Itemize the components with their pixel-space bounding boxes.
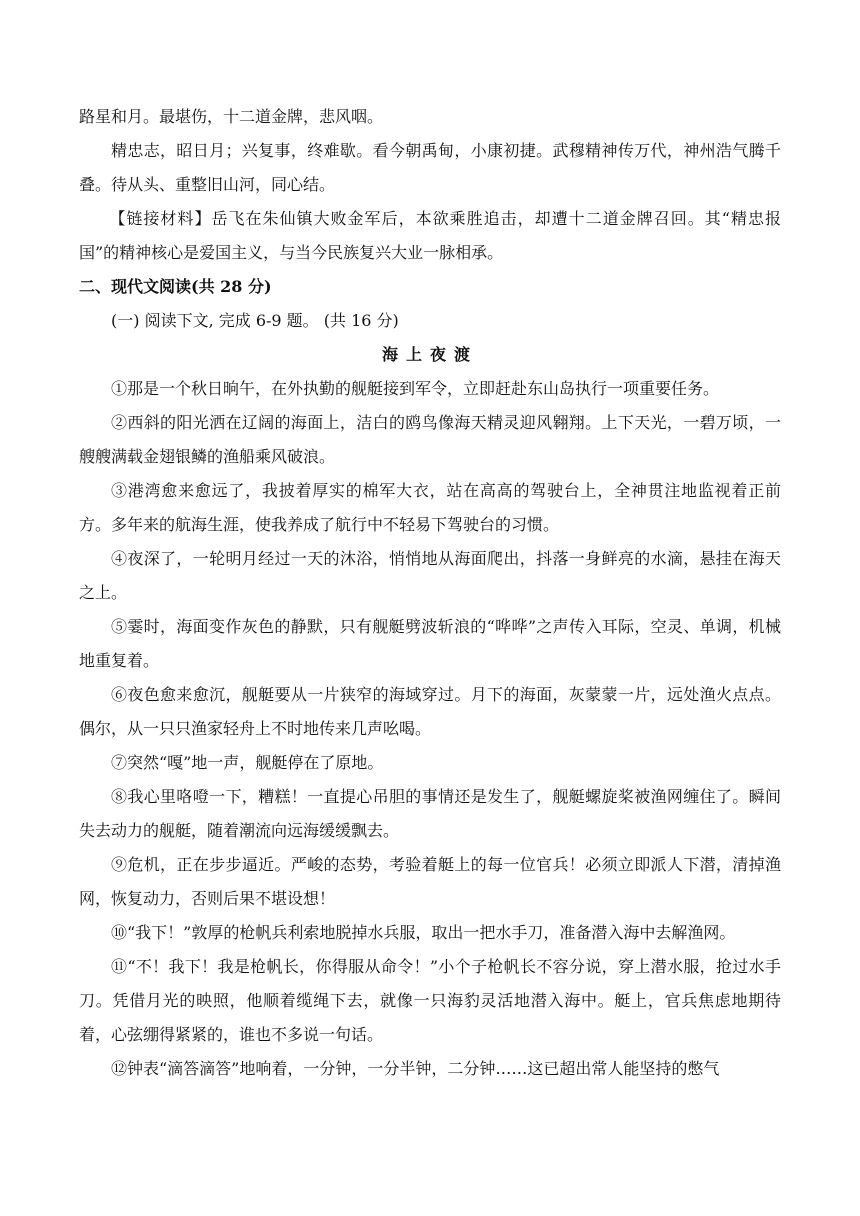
document-page bbox=[79, 100, 781, 1086]
section-subheading: (一) 阅读下文, 完成 6-9 题。 (共 16 分) bbox=[111, 311, 399, 330]
paragraph: ⑤霎时，海面变作灰色的静默，只有舰艇劈波斩浪的“哗哗”之声传入耳际，空灵、单调，机械地重复着。 bbox=[79, 617, 781, 670]
paragraph: ⑨危机，正在步步逼近。严峻的态势，考验着艇上的每一位官兵！必须立即派人下潜，清掉渔网，恢复动力，否则后果不堪设想！ bbox=[79, 855, 781, 908]
link-material: 【链接材料】岳飞在朱仙镇大败金军后，本欲乘胜追击，却遭十二道金牌召回。其“精忠报国”的精神核心是爱国主义，与当今民族复兴大业一脉相承。 bbox=[79, 209, 781, 262]
paragraph: ④夜深了，一轮明月经过一天的沐浴，悄悄地从海面爬出，抖落一身鲜亮的水滴，悬挂在海天之上。 bbox=[79, 549, 781, 602]
paragraph: ⑫钟表“滴答滴答”地响着，一分钟，一分半钟，二分钟……这已超出常人能坚持的憋气 bbox=[111, 1059, 720, 1078]
paragraph: ①那是一个秋日晌午，在外执勤的舰艇接到军令，立即赶赴东山岛执行一项重要任务。 bbox=[111, 379, 720, 398]
poem-line-1: 路星和月。最堪伤，十二道金牌，悲风咽。 bbox=[79, 107, 384, 126]
paragraph: ⑥夜色愈来愈沉，舰艇要从一片狭窄的海域穿过。月下的海面，灰蒙蒙一片，远处渔火点点。偶尔，从一只只渔家轻舟上不时地传来几声吆喝。 bbox=[79, 685, 781, 738]
paragraph: ⑩“我下！”敦厚的枪帆兵利索地脱掉水兵服，取出一把水手刀，准备潜入海中去解渔网。 bbox=[111, 923, 736, 942]
paragraph: ⑧我心里咯噔一下，糟糕！一直提心吊胆的事情还是发生了，舰艇螺旋桨被渔网缠住了。瞬间失去动力的舰艇，随着潮流向远海缓缓飘去。 bbox=[79, 787, 781, 840]
article-title: 海上夜渡 bbox=[381, 345, 478, 364]
poem-line-2: 精忠志，昭日月；兴复事，终难歇。看今朝禹甸，小康初捷。武穆精神传万代，神州浩气腾千叠。待从头、重整旧山河，同心结。 bbox=[79, 141, 781, 194]
paragraph: ⑪“不！我下！我是枪帆长，你得服从命令！”小个子枪帆长不容分说，穿上潜水服，抢过水手刀。凭借月光的映照，他顺着缆绳下去，就像一只海豹灵活地潜入海中。艇上，官兵焦虑地期待着，心弦绷得紧紧的，谁也不多说一句话。 bbox=[79, 957, 781, 1044]
paragraph: ⑦突然“嘎”地一声，舰艇停在了原地。 bbox=[111, 753, 384, 772]
section-heading: 二、现代文阅读(共 28 分) bbox=[79, 277, 272, 296]
paragraph: ②西斜的阳光洒在辽阔的海面上，洁白的鸥鸟像海天精灵迎风翱翔。上下天光，一碧万顷，一艘艘满载金翅银鳞的渔船乘风破浪。 bbox=[79, 413, 781, 466]
paragraph: ③港湾愈来愈远了，我披着厚实的棉军大衣，站在高高的驾驶台上，全神贯注地监视着正前方。多年来的航海生涯，使我养成了航行中不轻易下驾驶台的习惯。 bbox=[79, 481, 781, 534]
